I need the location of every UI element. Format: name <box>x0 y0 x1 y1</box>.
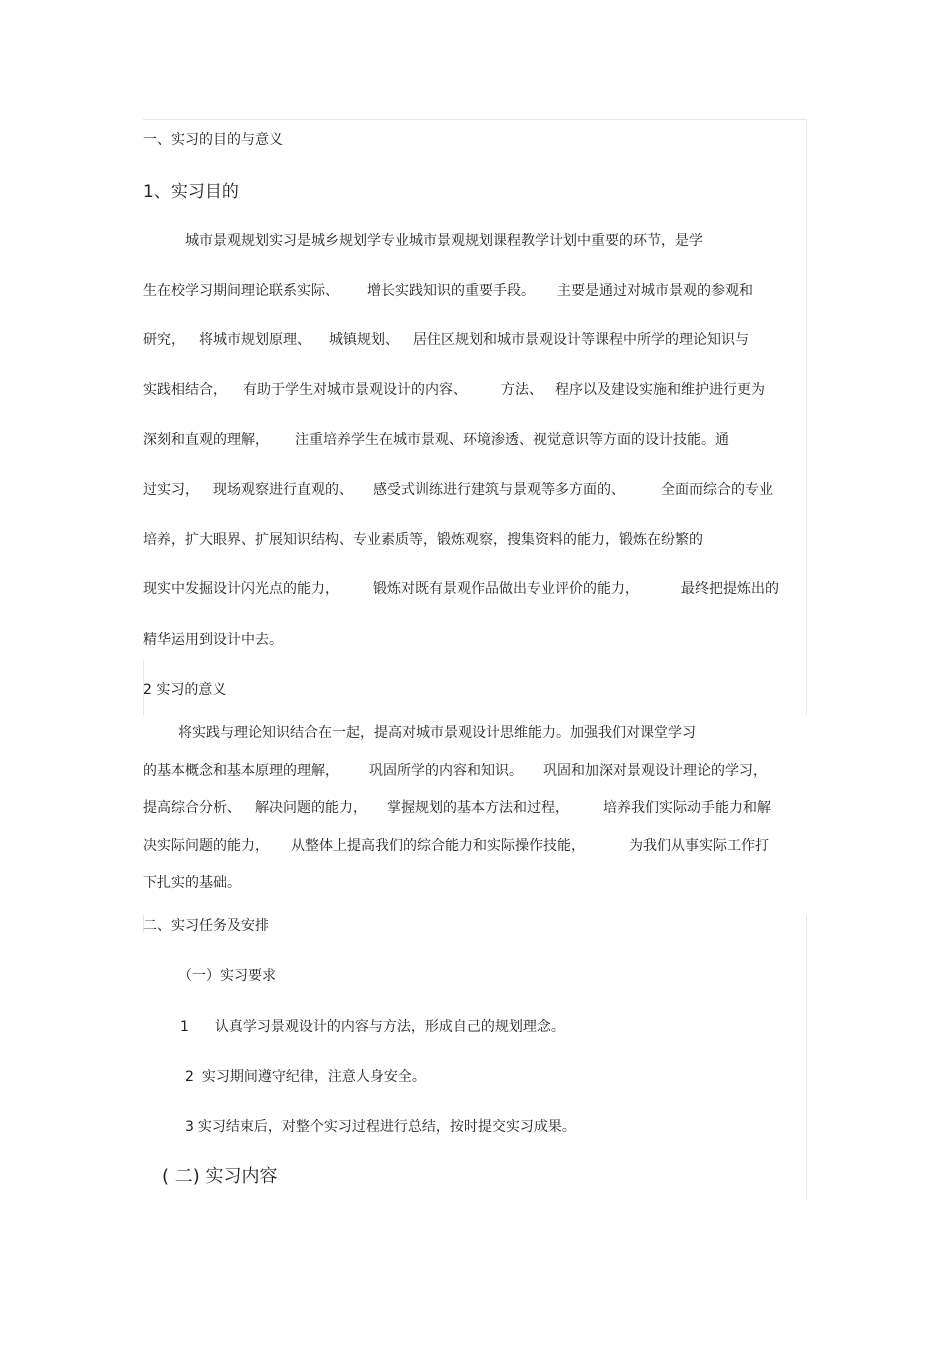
subsection-heading: （一）实习要求 <box>178 968 276 984</box>
list-item-text: 认真学习景观设计的内容与方法，形成自己的规划理念。 <box>214 1019 565 1035</box>
paragraph-line: 深刻和直观的理解， 注重培养学生在城市景观、环境渗透、视觉意识等方面的设计技能。通 <box>143 432 729 448</box>
list-item-text: 实习结束后，对整个实习过程进行总结，按时提交实习成果。 <box>197 1119 576 1135</box>
list-item-text: 实习期间遵守纪律，注意人身安全。 <box>201 1069 426 1085</box>
paragraph-line: 生在校学习期间理论联系实际、 增长实践知识的重要手段。 主要是通过对城市景观的参观和 <box>143 283 753 299</box>
paragraph-line: 精华运用到设计中去。 <box>143 632 283 648</box>
paragraph-line: 的基本概念和基本原理的理解， 巩固所学的内容和知识。 巩固和加深对景观设计理论的学习， <box>143 763 767 779</box>
paragraph-line: 将实践与理论知识结合在一起，提高对城市景观设计思维能力。加强我们对课堂学习 <box>178 725 696 741</box>
subsection-heading: 2 实习的意义 <box>143 682 227 698</box>
paragraph-line: 提高综合分析、 解决问题的能力， 掌握规划的基本方法和过程， 培养我们实际动手能力和解 <box>143 800 771 816</box>
paragraph-line: 现实中发掘设计闪光点的能力， 锻炼对既有景观作品做出专业评价的能力， 最终把提炼出的 <box>143 581 779 597</box>
list-item <box>185 1068 426 1086</box>
paragraph-line: 决实际问题的能力， 从整体上提高我们的综合能力和实际操作技能， 为我们从事实际工作打 <box>143 838 769 854</box>
paragraph-line: 实践相结合， 有助于学生对城市景观设计的内容、 方法、 程序以及建设实施和维护进行更为 <box>143 382 765 398</box>
paragraph-line: 城市景观规划实习是城乡规划学专业城市景观规划课程教学计划中重要的环节，是学 <box>185 233 703 249</box>
paragraph-line: 培养，扩大眼界、扩展知识结构、专业素质等，锻炼观察，搜集资料的能力，锻炼在纷繁的 <box>143 532 703 548</box>
section-heading: 一、实习的目的与意义 <box>143 132 283 148</box>
section-heading: 二、实习任务及安排 <box>143 918 269 934</box>
paragraph-line: 过实习， 现场观察进行直观的、 感受式训练进行建筑与景观等多方面的、 全面而综合的专业 <box>143 482 773 498</box>
list-item <box>185 1118 576 1136</box>
list-item-number: 3 <box>185 1119 194 1135</box>
paragraph-line: 下扎实的基础。 <box>143 875 241 891</box>
page-frame-right <box>806 119 807 715</box>
subsection-heading: ( 二) 实习内容 <box>162 1166 278 1187</box>
subsection-heading: 1、实习目的 <box>143 182 239 202</box>
list-item-number: 2 <box>185 1069 194 1085</box>
list-item-number: 1 <box>180 1019 189 1035</box>
paragraph-line: 研究， 将城市规划原理、 城镇规划、 居住区规划和城市景观设计等课程中所学的理论知识与 <box>143 332 749 348</box>
page-frame-right-lower <box>806 915 807 1200</box>
page-frame-top <box>143 119 807 120</box>
list-item <box>180 1018 565 1036</box>
